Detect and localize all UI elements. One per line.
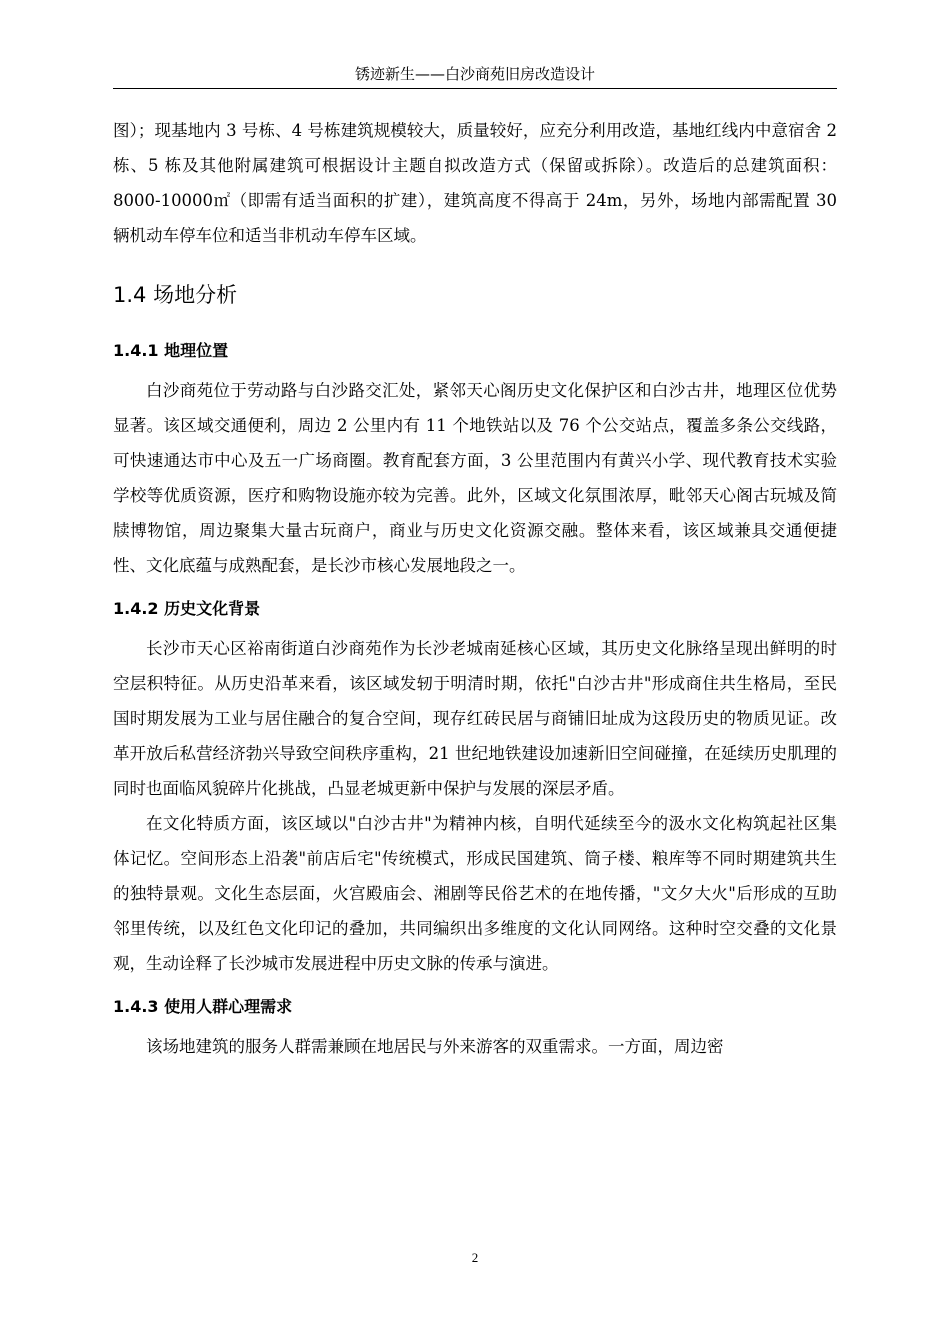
user-needs-paragraph: 该场地建筑的服务人群需兼顾在地居民与外来游客的双重需求。一方面，周边密 [146,1037,724,1056]
geography-paragraph: 白沙商苑位于劳动路与白沙路交汇处，紧邻天心阁历史文化保护区和白沙古井，地理区位优势显著。该区域交通便利，周边 2 公里内有 11 个地铁站以及 76 个公交站点，覆盖多条公交线路，可快速通达市中心及五一广场商圈。教育配套方面，3 公里范围内有黄兴小学、现代教育技术实验学校等优质资源，医疗和购物设施亦较为完善。此外，区域文化氛围浓厚，毗邻天心阁古玩城及简牍博物馆，周边聚集大量古玩商户，商业与历史文化资源交融。整体来看，该区域兼具交通便捷性、文化底蕴与成熟配套，是长沙市核心发展地段之一。 [113,381,837,575]
subsection-title-geography: 1.4.1 地理位置 [113,341,229,360]
subsection-title-user-needs: 1.4.3 使用人群心理需求 [113,997,293,1016]
history-paragraph-1: 长沙市天心区裕南街道白沙商苑作为长沙老城南延核心区域，其历史文化脉络呈现出鲜明的时空层积特征。从历史沿革来看，该区域发轫于明清时期，依托"白沙古井"形成商住共生格局，至民国时期发展为工业与居住融合的复合空间，现存红砖民居与商铺旧址成为这段历史的物质见证。改革开放后私营经济勃兴导致空间秩序重构，21 世纪地铁建设加速新旧空间碰撞，在延续历史肌理的同时也面临风貌碎片化挑战，凸显老城更新中保护与发展的深层矛盾。 [113,639,837,798]
page-content [113,113,837,1064]
running-header: 锈迹新生——白沙商苑旧房改造设计 [354,65,595,83]
history-paragraph-2: 在文化特质方面，该区域以"白沙古井"为精神内核，自明代延续至今的汲水文化构筑起社区集体记忆。空间形态上沿袭"前店后宅"传统模式，形成民国建筑、筒子楼、粮库等不同时期建筑共生的独特景观。文化生态层面，火宫殿庙会、湘剧等民俗艺术的在地传播，"文夕大火"后形成的互助邻里传统，以及红色文化印记的叠加，共同编织出多维度的文化认同网络。这种时空交叠的文化景观，生动诠释了长沙城市发展进程中历史文脉的传承与演进。 [113,814,837,973]
section-title: 1.4 场地分析 [113,283,238,307]
subsection-title-history: 1.4.2 历史文化背景 [113,599,261,618]
intro-paragraph: 图）；现基地内 3 号栋、4 号栋建筑规模较大，质量较好，应充分利用改造，基地红线内中意宿舍 2 栋、5 栋及其他附属建筑可根据设计主题自拟改造方式（保留或拆除）。改造后的总建筑面积：8000-10000㎡（即需有适当面积的扩建），建筑高度不得高于 24m，另外，场地内部需配置 30 辆机动车停车位和适当非机动车停车区域。 [113,121,837,245]
header-divider [113,88,837,89]
page-number: 2 [471,1250,479,1265]
